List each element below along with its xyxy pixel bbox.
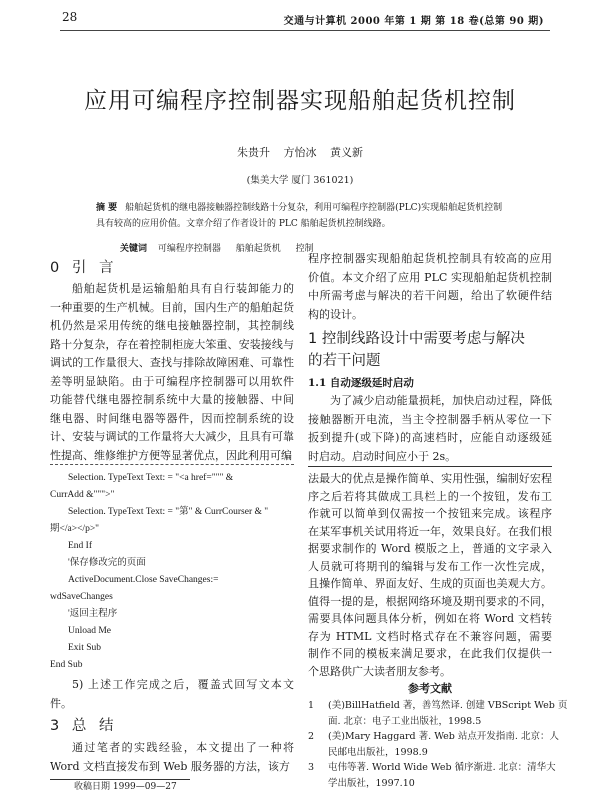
text-line: 存为 HTML 文档时格式存在不兼容问题，需要 [308,629,552,643]
text-line: 序之后若将其做成工具栏上的一个按钮，发布工 [308,489,552,503]
reference-text-cont: 民邮电出版社，1998.9 [328,746,428,758]
text-line: 构的设计。 [308,307,363,321]
references-heading: 参考文献 [408,682,452,695]
keywords-label: 关键词 [120,244,148,254]
right-column-lower [308,470,568,791]
authors: 朱贵升 方怡冰 黄义新 [237,146,363,159]
text-line: 机仍然是采用传统的继电接触器控制，其控制线 [50,319,294,332]
reference-number: 2 [308,731,315,742]
page-number: 28 [62,10,78,24]
code-line: Unload Me [68,626,112,636]
step5-paragraph [50,676,294,713]
code-line: End If [68,541,93,551]
reference-text: (美)Mary Haggard 著. Web 站点开发指南. 北京：人 [328,731,559,742]
references-list [308,698,568,791]
text-line: 中所需考虑与解决的若干问题，给出了软硬件结 [308,289,552,302]
code-line: End Sub [50,660,83,670]
keyword: 船舶起货机 [235,244,281,254]
reference-item [308,698,568,729]
keyword: 控制 [295,244,314,254]
text-line: 功能替代继电器控制系统中大量的接触器、中间 [50,393,294,406]
text-line: 法最大的优点是操作简单、实用性强，编制好宏程 [308,472,552,485]
reference-item [308,729,559,760]
code-line: Selection. TypeText Text: = "第" & CurrCourser & " [68,507,269,517]
keyword: 可编程序控制器 [157,244,221,254]
reference-item [308,760,556,791]
section-heading-3: 3 总 结 [50,718,114,734]
keywords [120,241,326,254]
text-line: 个思路供广大读者朋友参考。 [308,664,451,678]
text-line: 人员就可将期刊的编辑与发布工作一次性完成， [308,559,552,573]
text-line: 扳到提升(或下降)的高速档时，应能自动逐级延 [308,431,552,444]
journal-header: 交通与计算机 2000 年第 1 期 第 18 卷(总第 90 期) [283,16,544,27]
column-divider-right [308,466,552,467]
column-divider-left [50,464,294,465]
text-line: 船舶起货机是运输船舶具有自行装卸能力的 [72,282,294,295]
subsection-heading-1-1: 1.1 自动逐级延时启动 [308,377,414,389]
text-line: 接触器断开电流，当主令控制器手柄从零位一下 [308,412,552,426]
intro-paragraph-cont [308,250,552,324]
text-line: 制作不同的模板来满足要求，在此我们仅提供一 [308,647,552,660]
section-heading-intro: 0 引 言 [50,260,114,276]
text-line: 5) 上述工作完成之后，覆盖式回写文本文 [72,678,294,691]
section1-paragraph [308,392,552,466]
code-line: '保存修改完的页面 [68,558,146,568]
text-line: 值得一提的是，根据网络环境及期刊要求的不同， [308,594,552,608]
text-line: 为了减少启动能量损耗，加快启动过程，降低 [330,394,552,407]
code-line: Exit Sub [68,643,101,653]
text-line: 差等明显缺陷。由于可编程序控制器可以用软件 [50,374,294,388]
code-listing [50,470,294,674]
footnote-rule [50,779,190,780]
text-line: 在某军事机关试用将近一年，效果良好。在我们根 [308,524,552,538]
right-column-upper [308,250,552,466]
section-heading-1-line: 1 控制线路设计中需要考虑与解决 [308,331,525,347]
reference-text-cont: 面. 北京：电子工业出版社，1998.5 [328,715,482,727]
reference-text: 屯伟等著. World Wide Web 循序渐进. 北京：清华大 [328,762,556,773]
abstract [96,200,508,232]
text-line: 据要求制作的 Word 模版之上，普通的文字录入 [308,542,552,555]
code-line: Selection. TypeText Text: = "<a href=""" & [68,473,234,483]
text-line: 作就可以简单到仅需按一个按钮来完成。该程序 [308,507,552,520]
section-heading-1-line: 的若干问题 [308,353,381,369]
text-line: 调试的工作量很大、查找与排除故障困难、可靠性 [50,356,294,369]
left-column-lower [50,470,294,793]
code-line: '返回主程序 [68,609,118,619]
abstract-text: 船舶起货机的继电器接触器控制线路十分复杂，利用可编程序控制器(PLC)实现船舶起货机控制具有较高的应用价值。文章介绍了作者设计的 PLC 船舶起货机控制线路。 [96,203,503,229]
reference-number: 1 [308,700,315,711]
code-line: 期</a></p>" [50,524,100,534]
text-line: 计、安装与调试的工作量将大大减少，且具有可靠 [50,430,294,443]
reference-number: 3 [308,762,315,773]
abstract-label: 摘 要 [96,203,118,213]
summary-paragraph-cont [308,470,552,680]
reference-text-cont: 学出版社，1997.10 [328,777,415,789]
text-line: 路十分复杂，存在着控制柜庞大笨重、安装接线与 [50,337,294,351]
text-line: 时启动。启动时间应小于 2s。 [308,449,457,463]
text-line: 程序控制器实现船舶起货机控制具有较高的应用 [308,252,552,265]
reference-text: (美)BillHatfield 著，善笃然译. 创建 VBScript Web 页 [328,700,568,711]
text-line: 且操作简单、界面友好、生成的页面也美观大方。 [308,577,552,590]
section-heading-1 [308,328,552,372]
affiliation: (集美大学 厦门 361021) [246,175,354,186]
text-line: 价值。本文介绍了应用 PLC 实现船舶起货机控制 [308,270,552,284]
header-rule [60,30,550,31]
left-column-upper [50,258,294,465]
received-date: 收稿日期 1999—09—27 [74,782,177,792]
text-line: 性提高、维修维护方便等显著优点，因此利用可编 [50,448,292,462]
code-line: wdSaveChanges [50,592,113,602]
paper-title: 应用可编程序控制器实现船舶起货机控制 [84,88,516,114]
summary-paragraph [50,739,294,776]
text-line: 一种重要的生产机械。目前，国内生产的船舶起货 [50,300,294,314]
code-line: CurrAdd &""">" [50,490,115,500]
intro-paragraph [50,280,294,465]
text-line: 继电器、时间继电器等器件，因而控制系统的设 [50,411,294,425]
code-line: ActiveDocument.Close SaveChanges:= [68,575,219,585]
text-line: Word 文档直接发布到 Web 服务器的方法，该方 [50,759,290,773]
text-line: 通过笔者的实践经验，本文提出了一种将 [72,741,294,754]
text-line: 需要具体问题具体分析，例如在将 Word 文档转 [308,612,552,625]
text-line: 件。 [50,696,72,710]
